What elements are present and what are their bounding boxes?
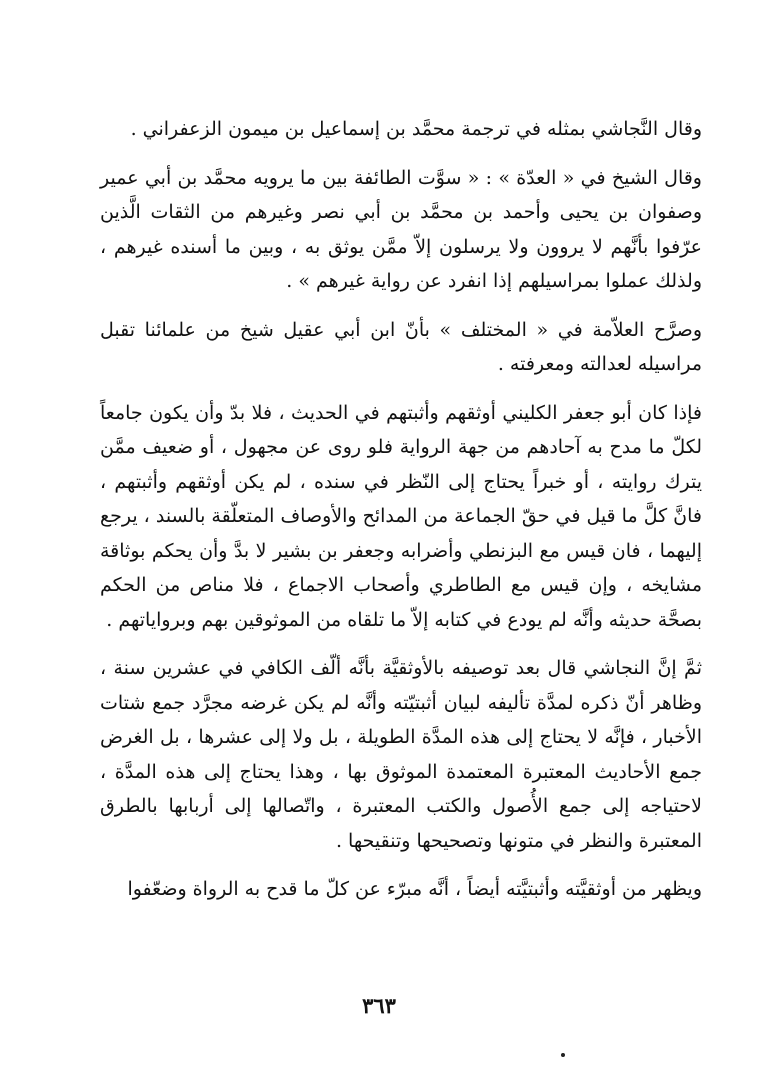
page-number: ٣٦٣ bbox=[362, 993, 396, 1018]
paragraph-kafi-twenty-years: ثمَّ إنَّ النجاشي قال بعد توصيفه بالأوثقيَّة بأنَّه ألّف الكافي في عشرين سنة ، وظاهر أنّ ذكره لمدَّة تأليفه لبيان أثبتيّته وأنَّه لم يكن غرضه مجرَّد جمع شتات الأخبار ، فإنَّه لا يحتاج إلى هذه المدَّة الطويلة ، بل ولا إلى عشرها ، بل الغرض جمع الأحاديث المعتبرة المعتمدة الموثوق بها ، وهذا يحتاج إلى هذه المدَّة ، لاحتياجه إلى جمع الأُصول والكتب المعتبرة ، واتّصالها إلى أربابها بالطرق المعتبرة والنظر في متونها وتصحيحها وتنقيحها . bbox=[100, 657, 702, 852]
scan-speck bbox=[561, 1053, 565, 1057]
paragraph-shaykh-udda-quote: وقال الشيخ في « العدّة » : « سوَّت الطائفة بين ما يرويه محمَّد بن أبي عمير وصفوان بن يحيى وأحمد بن محمَّد بن أبي نصر وغيرهم من الثقات الَّذين عرّفوا بأنَّهم لا يروون ولا يرسلون إلاّ ممَّن يوثق به ، وبين ما أسنده غيرهم ، ولذلك عملوا بمراسيلهم إذا انفرد عن رواية غيرهم » . bbox=[100, 166, 702, 292]
paragraph-najashi-zafarani: وقال النَّجاشي بمثله في ترجمة محمَّد بن إسماعيل بن ميمون الزعفراني . bbox=[130, 118, 702, 140]
paragraph-awthaqiyya-continued: ويظهر من أوثقيَّته وأثبتيَّته أيضاً ، أنَّه مبرّء عن كلّ ما قدح به الرواة وضعّفوا bbox=[127, 878, 702, 900]
paragraph-kulayni-awthaq: فإذا كان أبو جعفر الكليني أوثقهم وأثبتهم في الحديث ، فلا بدّ وأن يكون جامعاً لكلّ ما مدح به آحادهم من جهة الرواية فلو روى عن مجهول ، أو ضعيف ممَّن يترك روايته ، أو خبراً يحتاج إلى النّظر في سنده ، لم يكن أوثقهم وأثبتهم ، فانَّ كلَّ ما قيل في حقّ الجماعة من المدائح والأوصاف المتعلّقة بالسند ، يرجع إليهما ، فان قيس مع البزنطي وأضرابه وجعفر بن بشير لا بدَّ وأن يحكم بوثاقة مشايخه ، وإن قيس مع الطاطري وأصحاب الاجماع ، فلا مناص من الحكم بصحَّة حديثه وأنَّه لم يودع في كتابه إلاّ ما تلقاه من الموثوقين بهم وبرواياتهم . bbox=[100, 401, 702, 631]
paragraph-allama-mukhtalaf: وصرَّح العلاّمة في « المختلف » بأنّ ابن أبي عقيل شيخ من علمائنا تقبل مراسيله لعدالته ومعرفته . bbox=[100, 318, 702, 375]
body-text bbox=[100, 112, 702, 917]
